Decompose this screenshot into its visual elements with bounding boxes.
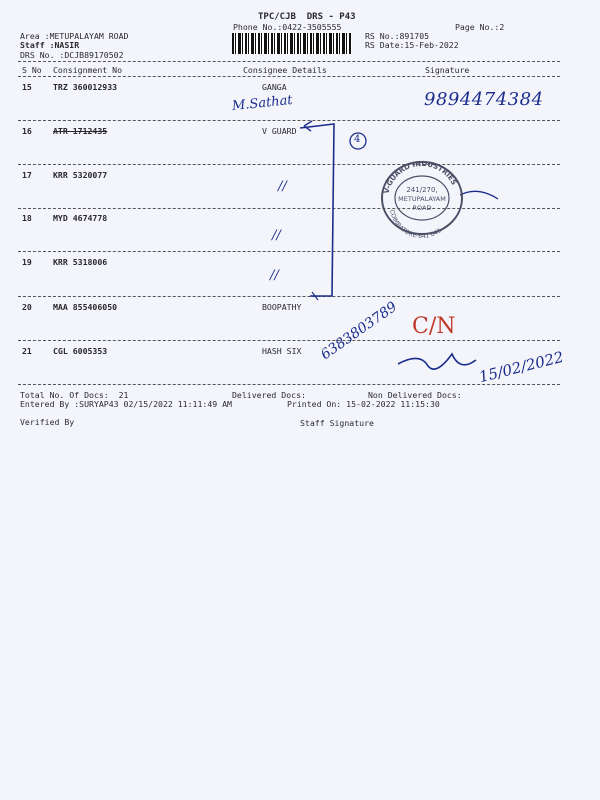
row-consignment: CGL 6005353 (53, 346, 108, 356)
row-consignment: MYD 4674778 (53, 213, 108, 223)
divider (18, 296, 560, 297)
area-label: Area :METUPALAYAM ROAD (20, 31, 129, 41)
divider (18, 120, 560, 121)
rs-date: RS Date:15-Feb-2022 (365, 40, 459, 50)
divider (18, 340, 560, 341)
row-consignee: HASH SIX (262, 346, 302, 356)
row-sno: 19 (22, 257, 32, 267)
divider (18, 251, 560, 252)
row-consignment: TRZ 360012933 (53, 82, 118, 92)
company-stamp (376, 158, 468, 238)
circled-count: 4 (354, 134, 361, 145)
svg-text:COIMBATORE-641 043 (388, 209, 443, 238)
ditto-mark: // (278, 179, 287, 194)
stamp-top-text: V-GUARD INDUSTRIES (382, 159, 459, 195)
divider (18, 208, 560, 209)
ditto-mark: // (272, 228, 281, 243)
row-sno: 15 (22, 82, 32, 92)
staff-label: Staff :NASIR (20, 40, 80, 50)
divider (18, 61, 560, 62)
barcode (232, 33, 352, 54)
col-consignment: Consignment No (53, 65, 123, 75)
row-sno: 20 (22, 302, 32, 312)
stamp-line: ROAD (412, 204, 432, 212)
divider (18, 76, 560, 77)
row-sno: 16 (22, 126, 32, 136)
row-sno: 18 (22, 213, 32, 223)
verified-by: Verified By (20, 417, 75, 427)
stamp-line: 241/270, (406, 186, 438, 194)
stamp-bottom-text: COIMBATORE-641 043 (388, 209, 443, 238)
drs-number: DRS No. :DCJB89170502 (20, 50, 124, 60)
non-delivered-docs: Non Delivered Docs: (368, 390, 462, 400)
entered-by: Entered By :SURYAP43 02/15/2022 11:11:49 AM (20, 399, 232, 409)
divider (18, 164, 560, 165)
handwritten-phone: 9894474384 (424, 89, 544, 110)
row-consignment: KRR 5318006 (53, 257, 108, 267)
handwritten-name: M.Sathat (231, 92, 294, 115)
col-consignee: Consignee Details (243, 65, 327, 75)
handwritten-phone-21: 6383803789 (318, 298, 401, 364)
ditto-mark: // (270, 268, 279, 283)
staff-signature: Staff Signature (300, 418, 374, 428)
divider (18, 384, 560, 385)
col-sno: S No (22, 65, 42, 75)
page-number: Page No.:2 (455, 22, 505, 32)
row-sno: 17 (22, 170, 32, 180)
handwritten-date: 15/02/2022 (477, 347, 566, 387)
stamp-line: METUPALAYAM (398, 195, 446, 203)
rs-number: RS No.:891705 (365, 31, 430, 41)
printed-on: Printed On: 15-02-2022 11:15:30 (287, 399, 440, 409)
row-consignee: V GUARD (262, 126, 297, 136)
document-title: TPC/CJB DRS - P43 (258, 12, 356, 22)
col-signature: Signature (425, 65, 470, 75)
row-consignee: BOOPATHY (262, 302, 302, 312)
total-docs: Total No. Of Docs: 21 (20, 390, 129, 400)
row-consignment: KRR 5320077 (53, 170, 108, 180)
row-consignment: MAA 855406050 (53, 302, 118, 312)
row-consignee: GANGA (262, 82, 287, 92)
cn-mark: C/N (412, 314, 456, 339)
delivered-docs: Delivered Docs: (232, 390, 306, 400)
row-sno: 21 (22, 346, 32, 356)
phone-number: Phone No.:0422-3505555 (233, 22, 342, 32)
row-consignment: ATR 1712435 (53, 126, 108, 136)
